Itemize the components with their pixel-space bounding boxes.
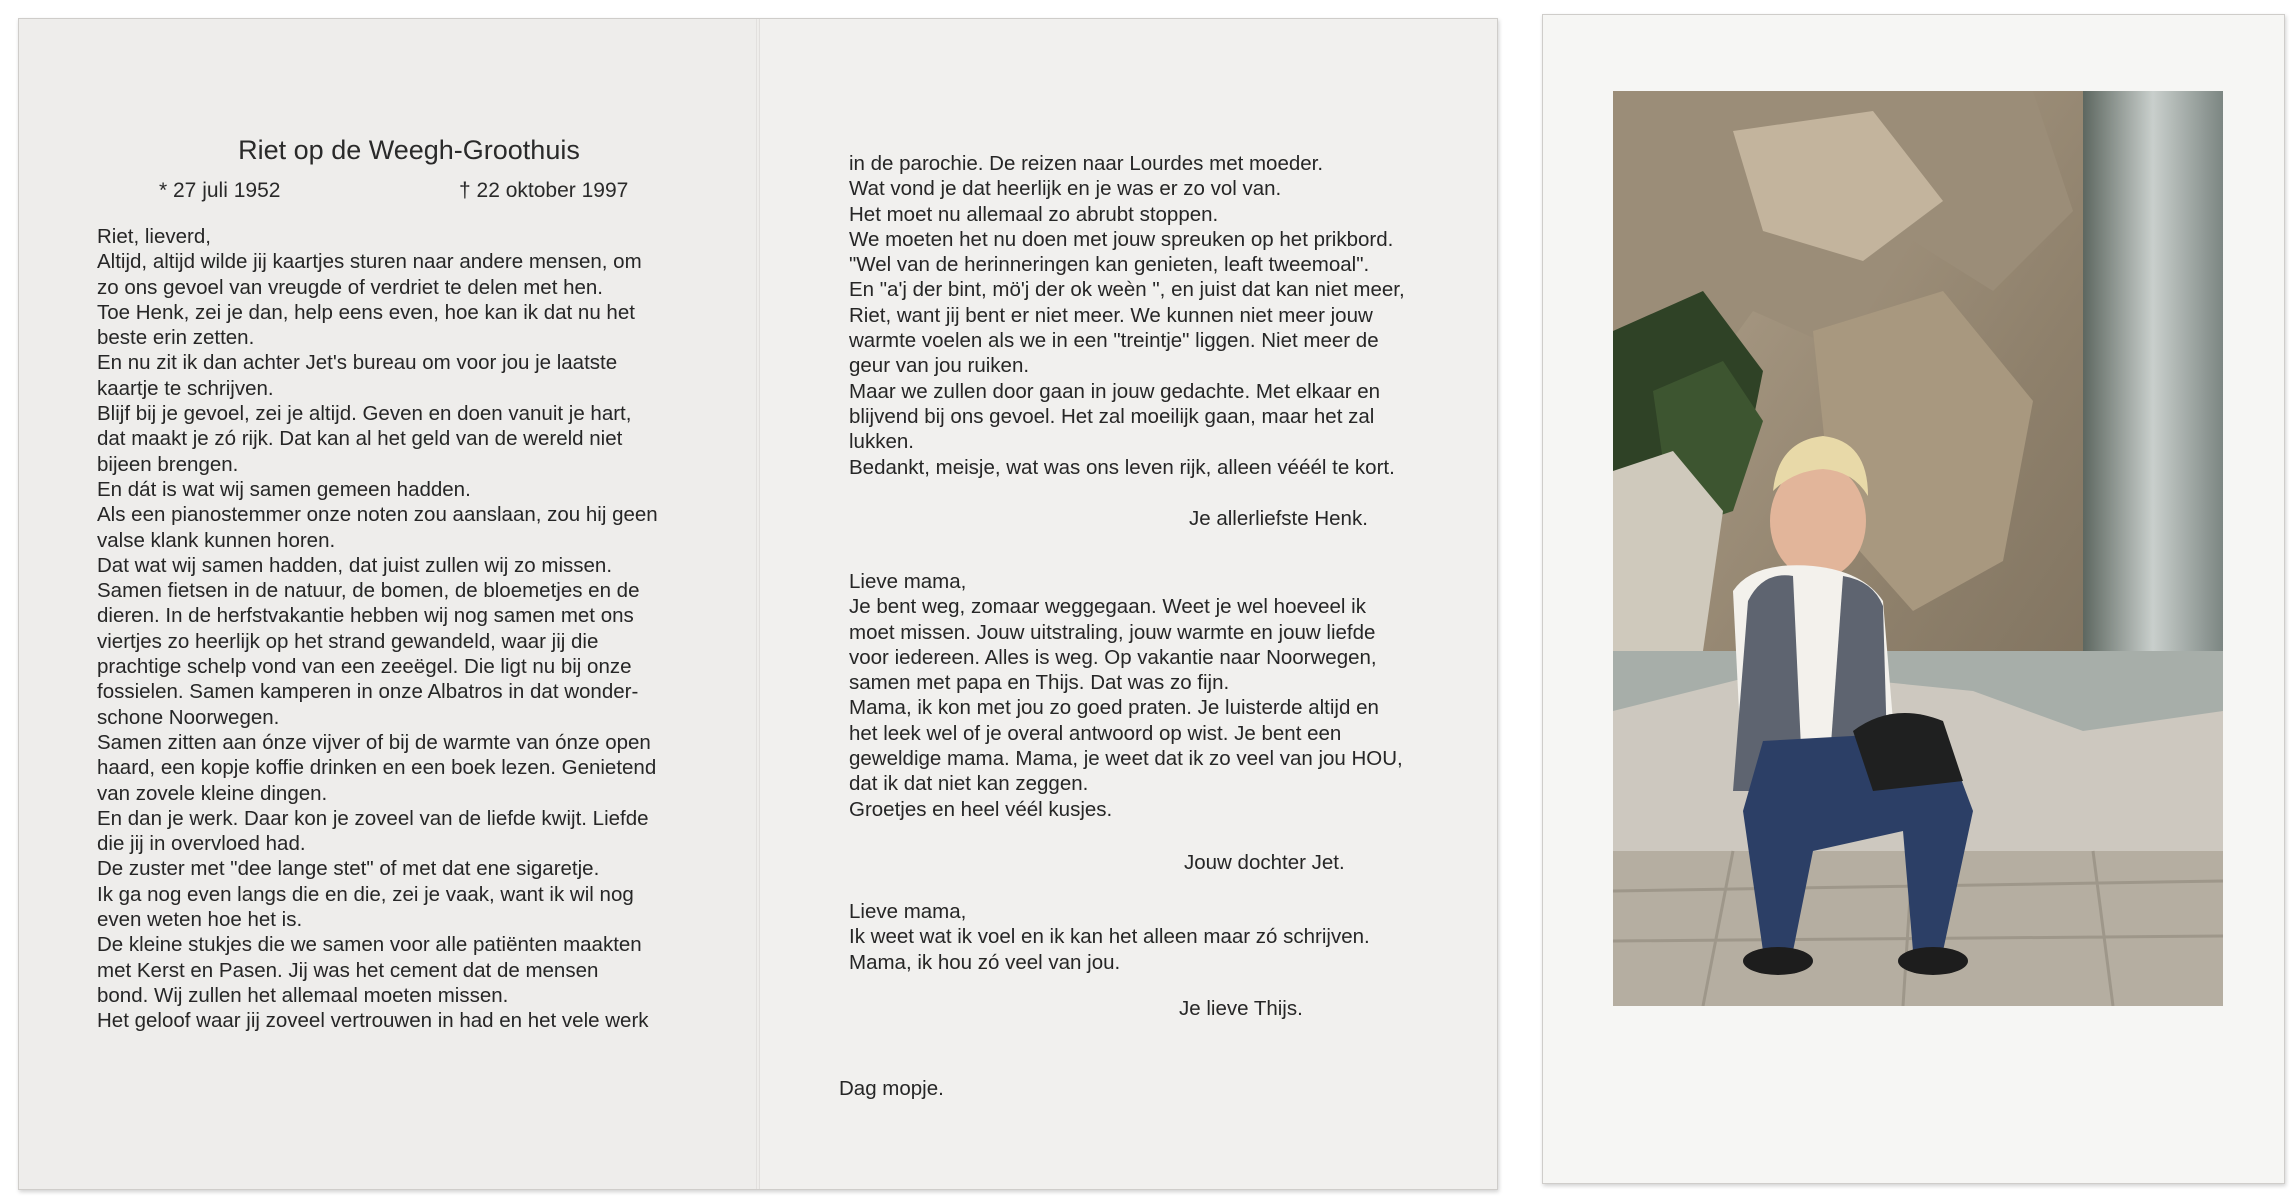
- letter-henk-part2: in de parochie. De reizen naar Lourdes met moeder. Wat vond je dat heerlijk en je was er zo vol van. Het moet nu allemaal zo abrubt stoppen. We moeten het nu doen met jouw spreuken op het prikbord. "Wel van de herinneringen kan genieten, leaft tweemoal". En "a'j der bint, mö'j der ok weèn ", en juist dat kan niet meer, Riet, want jij bent er niet meer. We kunnen niet meer jouw warmte voelen als we in een "treintje" liggen. Niet meer de geur van jou ruiken. Maar we zullen door gaan in jouw gedachte. Met elkaar en blijvend bij ons gevoel. Het zal moeilijk gaan, maar het zal lukken. Bedankt, meisje, wat was ons leven rijk, alleen vééél te kort.: [849, 152, 1405, 479]
- signature-thijs: Je lieve Thijs.: [1179, 997, 1303, 1020]
- card-fold: [756, 19, 760, 1189]
- death-date: † 22 oktober 1997: [459, 179, 629, 202]
- signature-jet: Jouw dochter Jet.: [1184, 851, 1345, 874]
- letter-thijs: Lieve mama, Ik weet wat ik voel en ik kan het alleen maar zó schrijven. Mama, ik hou zó veel van jou.: [849, 900, 1370, 974]
- portrait-photo: [1613, 91, 2223, 1006]
- signature-henk: Je allerliefste Henk.: [1189, 507, 1368, 530]
- letter-henk-part1: Riet, lieverd, Altijd, altijd wilde jij kaartjes sturen naar andere mensen, om zo ons gevoel van vreugde of verdriet te delen met hen. Toe Henk, zei je dan, help eens even, hoe kan ik dat nu het beste erin zetten. En nu zit ik dan achter Jet's bureau om voor jou je laatste kaartje te schrijven. Blijf bij je gevoel, zei je altijd. Geven en doen vanuit je hart, dat maakt je zó rijk. Dat kan al het geld van de wereld niet bijeen brengen. En dát is wat wij samen gemeen hadden. Als een pianostemmer onze noten zou aanslaan, zou hij geen valse klank kunnen horen. Dat wat wij samen hadden, dat juist zullen wij zo missen. Samen fietsen in de natuur, de bomen, de bloemetjes en de dieren. In de herfstvakantie hebben wij nog samen met ons viertjes zo heerlijk op het strand gewandeld, waar jij die prachtige schelp vond van een zeeëgel. Die ligt nu bij onze fossielen. Samen kamperen in onze Albatros in dat wonder- schone Noorwegen. Samen zitten aan ónze vijver of bij de warmte van ónze open haard, een kopje koffie drinken en een boek lezen. Genietend van zovele kleine dingen. En dan je werk. Daar kon je zoveel van de liefde kwijt. Liefde die jij in overvloed had. De zuster met "dee lange stet" of met dat ene sigaretje. Ik ga nog even langs die en die, zei je vaak, want ik wil nog even weten hoe het is. De kleine stukjes die we samen voor alle patiënten maakten met Kerst en Pasen. Jij was het cement dat de mensen bond. Wij zullen het allemaal moeten missen. Het geloof waar jij zoveel vertrouwen in had en het vele werk: [97, 225, 658, 1033]
- deceased-name: Riet op de Weegh-Groothuis: [238, 135, 580, 165]
- letter-jet: Lieve mama, Je bent weg, zomaar weggegaan. Weet je wel hoeveel ik moet missen. Jouw uitstraling, jouw warmte en jouw liefde voor iedereen. Alles is weg. Op vakantie naar Noorwegen, samen met papa en Thijs. Dat was zo fijn. Mama, ik kon met jou zo goed praten. Je luisterde altijd en het leek wel of je overal antwoord op wist. Je bent een geweldige mama. Mama, je weet dat ik zo veel van jou HOU, dat ik dat niet kan zeggen. Groetjes en heel véél kusjes.: [849, 570, 1403, 821]
- closing-line: Dag mopje.: [839, 1077, 944, 1100]
- memorial-card: [18, 18, 1498, 1190]
- photo-card: [1542, 14, 2285, 1184]
- portrait-illustration: [1613, 91, 2223, 1006]
- birth-date: * 27 juli 1952: [159, 179, 281, 202]
